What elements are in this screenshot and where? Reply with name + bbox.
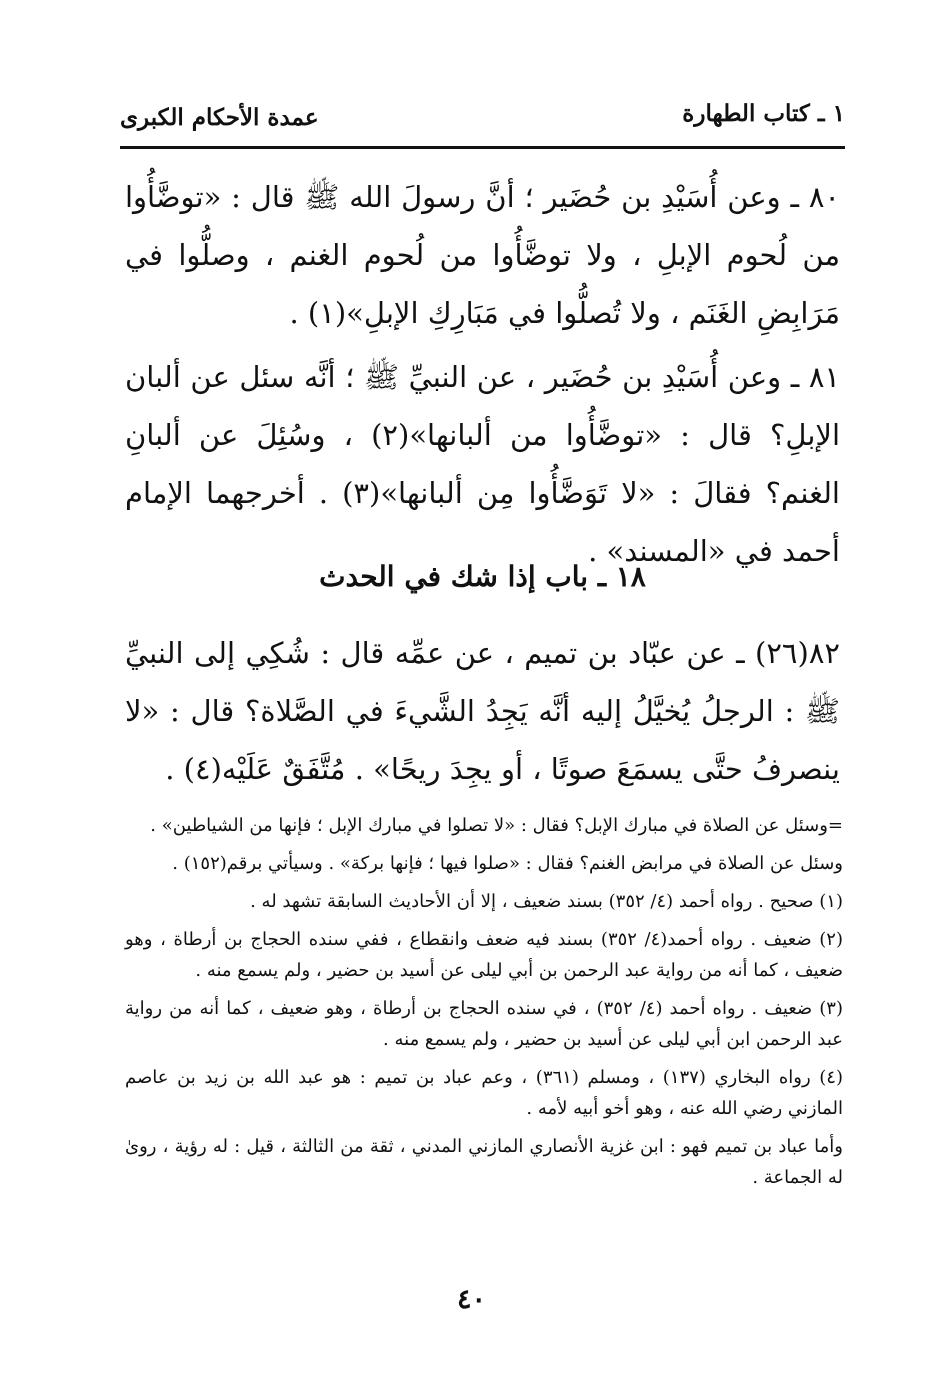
footnote-3: (٣) ضعيف . رواه أحمد (٤/ ٣٥٢) ، في سنده الحجاج بن أرطاة ، وهو ضعيف ، كما أنه من رواية عبد الرحمن ابن أبي ليلى عن أسيد بن حضير ، ولم يسمع منه . (125, 998, 843, 1050)
book-title: عمدة الأحكام الكبرى (120, 104, 319, 131)
footnotes (125, 810, 843, 1200)
header-divider (120, 146, 845, 149)
footnote-4-extra: وأما عباد بن تميم فهو : ابن غزية الأنصاري المازني المدني ، ثقة من الثالثة ، قيل : له رؤية ، روىٰ له الجماعة . (125, 1136, 843, 1188)
hadith-text: ٨١ ـ وعن أُسَيْدِ بن حُضَير ، عن النبيِّ ﷺ ؛ أنَّه سئل عن ألبان الإبلِ؟ قال : «توضَّأُوا من ألبانها»(٢) ، وسُئِلَ عن ألبانِ الغنم؟ فقالَ : «لا تَوَضَّأُوا مِن ألبانها»(٣) . أخرجهما الإمام أحمد في «المسند» . (125, 360, 840, 568)
footnote-2: (٢) ضعيف . رواه أحمد(٤/ ٣٥٢) بسند فيه ضعف وانقطاع ، ففي سنده الحجاج بن أرطاة ، وهو ضعيف ، كما أنه من رواية عبد الرحمن بن أبي ليلى عن أسيد بن حضير ، ولم يسمع منه . (125, 929, 843, 981)
page-number: ٤٠ (456, 1284, 486, 1315)
chapter-title: ١ ـ كتاب الطهارة (682, 100, 845, 127)
section-heading: ١٨ ـ باب إذا شك في الحدث (319, 560, 646, 593)
footnote-continuation: =وسئل عن الصلاة في مبارك الإبل؟ فقال : «لا تصلوا في مبارك الإبل ؛ فإنها من الشياطين» . (150, 815, 843, 836)
hadith-82 (125, 624, 840, 798)
footnote-4: (٤) رواه البخاري (١٣٧) ، ومسلم (٣٦١) ، وعم عباد بن تميم : هو عبد الله بن زيد بن عاصم المازني رضي الله عنه ، وهو أخو أبيه لأمه . (125, 1067, 843, 1119)
footnote-continuation: وسئل عن الصلاة في مرابض الغنم؟ فقال : «صلوا فيها ؛ فإنها بركة» . وسيأتي برقم(١٥٢) . (172, 853, 843, 874)
page-header (120, 98, 845, 150)
hadith-81 (125, 348, 840, 580)
footnote-1: (١) صحيح . رواه أحمد (٤/ ٣٥٢) بسند ضعيف ، إلا أن الأحاديث السابقة تشهد له . (250, 891, 843, 912)
hadith-80 (125, 168, 840, 342)
hadith-text: ٨٠ ـ وعن أُسَيْدِ بن حُضَير ؛ أنَّ رسولَ الله ﷺ قال : «توضَّأُوا من لُحوم الإبلِ ، ولا توضَّأُوا من لُحوم الغنم ، وصلُّوا في مَرَابِضِ الغَنَم ، ولا تُصلُّوا في مَبَارِكِ الإبلِ»(١) . (125, 180, 840, 330)
hadith-text: ٨٢(٢٦) ـ عن عبّاد بن تميم ، عن عمِّه قال : شُكِي إلى النبيِّ ﷺ : الرجلُ يُخيَّلُ إليه أنَّه يَجِدُ الشَّيءَ في الصَّلاة؟ قال : «لا ينصرفُ حتَّى يسمَعَ صوتًا ، أو يجِدَ ريحًا» . مُتَّفَقٌ عَلَيْه(٤) . (125, 636, 840, 786)
